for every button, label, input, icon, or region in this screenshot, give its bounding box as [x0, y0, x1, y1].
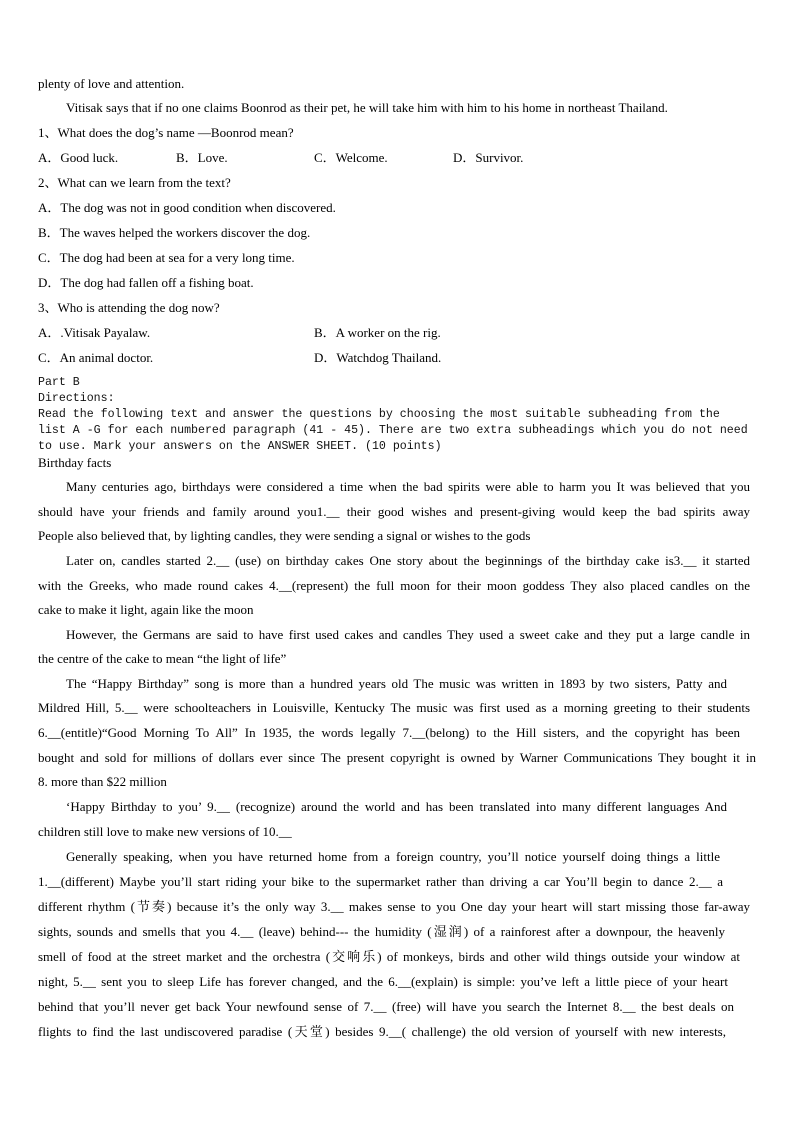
passage-title: Birthday facts [38, 455, 112, 470]
passage-line: ‘Happy Birthday to you’ 9.__ (recognize) around the world and has been translated into many different languages And [66, 799, 727, 814]
passage-line: the centre of the cake to mean “the light of life” [38, 651, 287, 666]
q3-option-b: B．A worker on the rig. [314, 325, 441, 340]
passage-line: children still love to make new versions of 10.__ [38, 824, 292, 839]
passage-line: 6.__(entitle)“Good Morning To All” In 1935, the words legally 7.__(belong) to the Hill sisters, and the copyright has been [38, 725, 740, 740]
directions-label: Directions: [38, 392, 115, 405]
q2-option-b: B．The waves helped the workers discover the dog. [38, 225, 311, 240]
directions-line: list A -G for each numbered paragraph (41 - 45). There are two extra subheadings which you do not need [38, 424, 748, 437]
passage-line: sights, sounds and smells that you 4.__ (leave) behind--- the humidity (湿润) of a rainforest after a downpour, the heavenly [38, 924, 725, 939]
passage-line: 1.__(different) Maybe you’ll start riding your bike to the supermarket rather than driving a car You’ll begin to dance 2.__ a [38, 874, 723, 889]
passage-line: bought and sold for millions of dollars ever since The present copyright is owned by Warner Communications They bought it in [38, 750, 756, 765]
passage-line: People also believed that, by lighting candles, they were sending a signal or wishes to the gods [38, 528, 531, 543]
passage-line: Many centuries ago, birthdays were considered a time when the bad spirits were able to harm you It was believed that you [66, 479, 750, 494]
question-2-stem: 2、What can we learn from the text? [38, 175, 231, 190]
passage-line: behind that you’ll never get back Your newfound sense of 7.__ (free) will have you search the Internet 8.__ the best deals on [38, 999, 734, 1014]
passage-line: 8. more than $22 million [38, 774, 167, 789]
passage-line: night, 5.__ sent you to sleep Life has forever changed, and the 6.__(explain) is simple: you’ve left a little piece of your heart [38, 974, 728, 989]
q3-option-c: C．An animal doctor. [38, 350, 154, 365]
q1-option-a: A．Good luck. [38, 150, 119, 165]
passage-line: with the Greeks, who made round cakes 4.__(represent) the full moon for their moon goddess They also placed candles on the [38, 578, 750, 593]
q1-option-b: B．Love. [176, 150, 228, 165]
passage-line: smell of food at the street market and the orchestra (交响乐) of monkeys, birds and other wild things outside your window at [38, 949, 740, 964]
question-3-stem: 3、Who is attending the dog now? [38, 300, 220, 315]
q3-option-d: D．Watchdog Thailand. [314, 350, 442, 365]
directions-line: to use. Mark your answers on the ANSWER SHEET. (10 points) [38, 440, 442, 453]
passage-line: Generally speaking, when you have returned home from a foreign country, you’ll notice yourself doing things a little [66, 849, 720, 864]
q2-option-c: C．The dog had been at sea for a very long time. [38, 250, 295, 265]
q3-option-a: A．.Vitisak Payalaw. [38, 325, 151, 340]
directions-line: Read the following text and answer the questions by choosing the most suitable subheading from the [38, 408, 720, 421]
passage-line: However, the Germans are said to have first used cakes and candles They used a sweet cake and they put a large candle in [66, 627, 750, 642]
q1-option-c: C．Welcome. [314, 150, 388, 165]
passage-line: The “Happy Birthday” song is more than a hundred years old The music was written in 1893 by two sisters, Patty and [66, 676, 727, 691]
passage-line: should have your friends and family around you1.__ their good wishes and present-giving would keep the bad spirits away [38, 504, 750, 519]
passage-line: Mildred Hill, 5.__ were schoolteachers in Louisville, Kentucky The music was first used as a morning greeting to their students [38, 700, 750, 715]
q1-option-d: D．Survivor. [453, 150, 524, 165]
intro-line: Vitisak says that if no one claims Boonrod as their pet, he will take him with him to his home in northeast Thailand. [66, 100, 668, 115]
passage-line: flights to find the last undiscovered paradise (天堂) besides 9.__( challenge) the old version of yourself with new interests, [38, 1024, 726, 1039]
part-b-title: Part B [38, 376, 80, 389]
passage-line: Later on, candles started 2.__ (use) on birthday cakes One story about the beginnings of the birthday cake is3.__ it started [66, 553, 750, 568]
question-1-stem: 1、What does the dog’s name —Boonrod mean? [38, 125, 294, 140]
q2-option-d: D．The dog had fallen off a fishing boat. [38, 275, 254, 290]
passage-line: cake to make it light, again like the moon [38, 602, 254, 617]
intro-line: plenty of love and attention. [38, 76, 185, 91]
passage-line: different rhythm (节奏) because it’s the only way 3.__ makes sense to you One day your heart will start missing those far-away [38, 899, 750, 914]
q2-option-a: A．The dog was not in good condition when discovered. [38, 200, 336, 215]
